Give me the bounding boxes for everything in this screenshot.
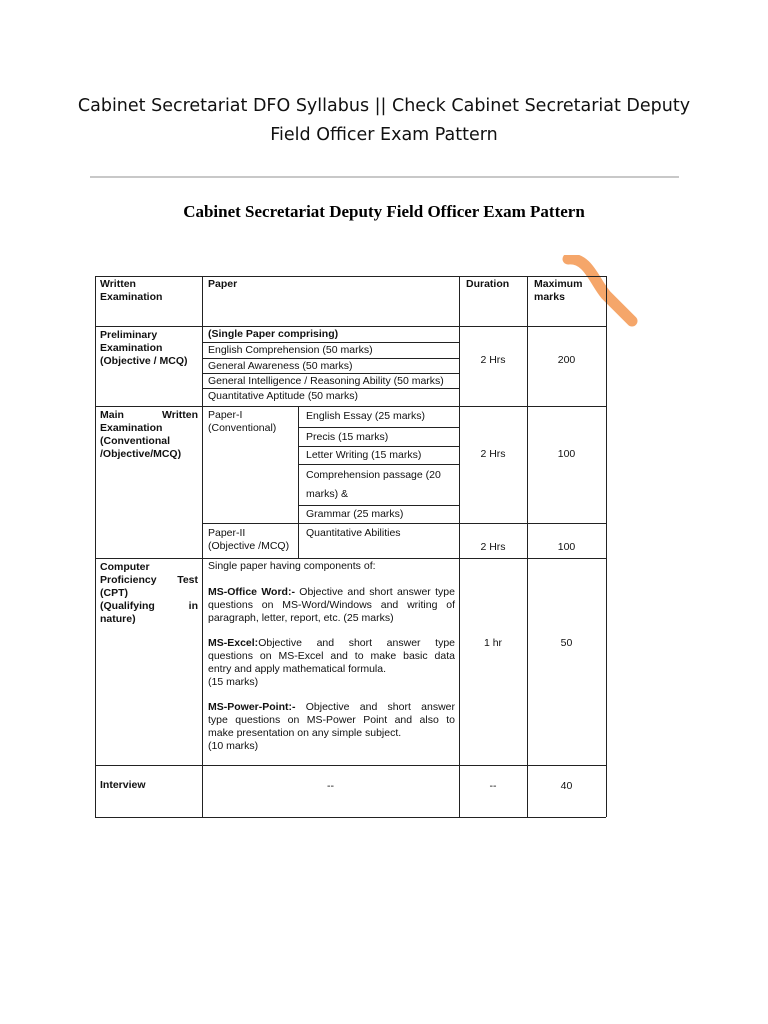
interview-paper: -- (327, 780, 334, 792)
cpt-ms-excel: MS-Excel:Objective and short answer type questions on MS-Excel and to make basic data entry and apply mathematical formula. (15 marks) (208, 637, 455, 688)
header-paper: Paper (208, 278, 238, 290)
cpt-duration: 1 hr (483, 637, 503, 649)
preliminary-item: English Comprehension (50 marks) (208, 344, 373, 356)
paper-1-marks: 100 (557, 448, 576, 460)
paper-1-label: Paper-I (Conventional) (208, 409, 277, 434)
cpt-ms-word: MS-Office Word:- Objective and short answer type questions on MS-Word/Windows and writing of paragraph, letter, report, etc. (25 marks) (208, 586, 455, 624)
paper-1-item: Precis (15 marks) (306, 431, 389, 443)
paper-2-label: Paper-II (Objective /MCQ) (208, 527, 290, 552)
paper-1-item: Letter Writing (15 marks) (306, 449, 422, 461)
interview-label: Interview (100, 779, 146, 791)
cpt-label: Computer Proficiency Test (CPT) (Qualifying in nature) (100, 561, 198, 625)
section-heading: Cabinet Secretariat Deputy Field Officer Exam Pattern (183, 202, 585, 221)
page-title-line-1: Cabinet Secretariat DFO Syllabus || Check Cabinet Secretariat Deputy (77, 96, 691, 116)
preliminary-marks: 200 (557, 354, 576, 366)
interview-marks: 40 (560, 780, 573, 792)
horizontal-divider (90, 176, 679, 178)
preliminary-item: General Awareness (50 marks) (208, 360, 353, 372)
preliminary-item: Quantitative Aptitude (50 marks) (208, 390, 358, 402)
preliminary-duration: 2 Hrs (480, 354, 506, 366)
paper-1-item: English Essay (25 marks) (306, 410, 426, 422)
header-written-examination: Written Examination (100, 278, 163, 303)
preliminary-item: General Intelligence / Reasoning Ability (50 marks) (208, 375, 444, 387)
header-duration: Duration (466, 278, 510, 290)
paper-1-item: marks) & (306, 488, 348, 500)
paper-2-item: Quantitative Abilities (306, 527, 401, 539)
header-maximum-marks: Maximum marks (534, 278, 583, 303)
page-title-line-2: Field Officer Exam Pattern (270, 125, 498, 145)
cpt-intro: Single paper having components of: (208, 560, 376, 572)
interview-duration: -- (489, 780, 497, 792)
main-written-label: Main Written Examination (Conventional /Objective/MCQ) (100, 409, 198, 460)
paper-1-item: Comprehension passage (20 (306, 469, 441, 481)
paper-1-duration: 2 Hrs (480, 448, 506, 460)
preliminary-label: Preliminary Examination (Objective / MCQ) (100, 329, 188, 367)
page-title (60, 92, 708, 150)
cpt-ms-power-point: MS-Power-Point:- Objective and short answer type questions on MS-Power Point and also to make presentation on any simple subject. (10 marks) (208, 701, 455, 752)
paper-1-item: Grammar (25 marks) (306, 508, 404, 520)
cpt-marks: 50 (560, 637, 573, 649)
paper-2-marks: 100 (557, 541, 576, 553)
paper-2-duration: 2 Hrs (480, 541, 506, 553)
preliminary-item: (Single Paper comprising) (208, 328, 339, 340)
